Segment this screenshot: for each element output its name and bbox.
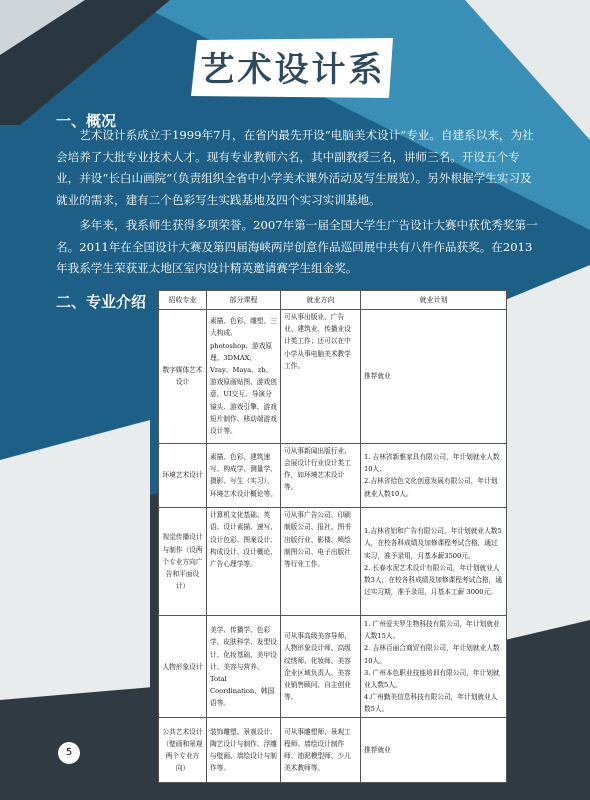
direction-cell: 可从事新闻出版行业、会展设计行业设计类工作，如环境艺术设计等。 [281,443,361,508]
plan-cell: 1.吉林省铝和广告有限公司，年计划就业人数5人，在校各科成绩及加修课程考试合格，通过实习，准予录用，月基本薪3500元。 2. 长春水泥艺术设计有限公司，年计划就业人数3人，在校各科成绩及加修课程考试合格，通过实习期，准予录用，月基本工薪 3000元。 [361,508,507,616]
table-header-row [159,291,507,310]
plan-cell: 推荐就业 [361,310,507,444]
majors-heading: 二、专业介绍 [56,293,147,311]
courses-cell: 装饰雕塑、景观设计、陶艺设计与制作、浮雕与壁画、墙绘设计与制作等。 [207,718,281,783]
courses-cell: 美学、传播学、色彩学、皮肤科学、发型设计、化妆基础、美甲设计、美容与营养、Total Coordination、韩国语等。 [207,616,281,718]
table-row [159,718,507,783]
overview-paragraph-2: 多年来，我系师生获得多项荣誉。2007年第一届全国大学生广告设计大赛中获优秀奖第一名。2011年在全国设计大赛及第四届海峡两岸创意作品巡回展中共有八件作品获奖。在2013年我系学生荣获亚太地区室内设计精英邀请赛学生组金奖。 [56,218,538,275]
courses-cell: 素描、色彩、建筑速写、构成学、测量学、摄影、写生（实习）、环境艺术设计概论等。 [207,443,281,508]
table-row [159,508,507,616]
majors-table-container [158,290,506,783]
header-major: 招收专业 [159,291,207,310]
plan-cell: 推荐就业 [361,718,507,783]
major-cell: 数字媒体艺术设计 [159,310,207,444]
table-row [159,310,507,444]
major-cell: 公共艺术设计（壁画和景观两个专业方向） [159,718,207,783]
table-row [159,616,507,718]
table-row [159,443,507,508]
direction-cell: 可从事广告公司、印刷制版公司、报社、图书出版行业、影楼、喷绘制图公司、电子出版社等行业工作。 [281,508,361,616]
page-number: 5 [58,742,80,764]
header-courses: 部分课程 [207,291,281,310]
majors-table [158,290,507,783]
overview-heading: 一、概况 [56,112,117,130]
courses-cell: 计算机文化基础、英语、设计素描、速写、设计色彩、图案设计、构成设计、设计概论、广告心理学等。 [207,508,281,616]
page-title: 艺术设计系 [200,50,386,90]
major-cell: 人物形象设计 [159,616,207,718]
title-banner [187,38,399,100]
direction-cell: 可从事高级美容导师、人物形象设计师、高级纹绣师、化妆师、美容企业区域负责人、美容业销售顾问、自主创业等。 [281,616,361,718]
header-direction: 就业方向 [281,291,361,310]
direction-cell: 可从事雕塑师、景观工程师、墙绘设计制作师、油泥模型师、少儿美术教师等。 [281,718,361,783]
direction-cell: 可从事出版业、广告业、建筑业、传播业设计类工作；还可以在中小学从事电脑美术教学工作。 [281,310,361,444]
major-cell: 视觉传播设计与制作（设两个专业方向广告和平面设计） [159,508,207,616]
overview-paragraph-1: 艺术设计系成立于1999年7月，在省内最先开设“电脑美术设计”专业。自建系以来，为社会培养了大批专业技术人才。现有专业教师六名，其中副教授三名，讲师三名。开设五个专业，并设“长白山画院”（负责组织全省中小学美术课外活动及写生展览）。另外根据学生实习及就业的需求，建有二个色彩写生实践基地及四个实习实训基地。 [56,128,534,207]
major-cell: 环境艺术设计 [159,443,207,508]
plan-cell: 1. 广州爱夫罗生物科技有限公司，年计划就业人数15人。 2. 吉林百丽合商贸有限公司，年计划就业人数10人。 3. 广州本色职业技能培训有限公司，年计划就业人数5人。 4.广州勤美信息科技有限公司，年计划就业人数5人。 [361,616,507,718]
plan-cell: 1. 吉林省新雅家具有限公司，年计划就业人数10人； 2.吉林省拾色文化创意发展有限公司，年计划就业人数10人。 [361,443,507,508]
header-plan: 就业计划 [361,291,507,310]
courses-cell: 素描、色彩、雕塑、三大构成、photoshop、游戏原理、3DMAX、Vray、Maya、zb、游戏原画贴图、游戏创意、UI交互、导演分镜头、游戏引擎、游戏短片制作、移动端游戏设计等。 [207,310,281,444]
